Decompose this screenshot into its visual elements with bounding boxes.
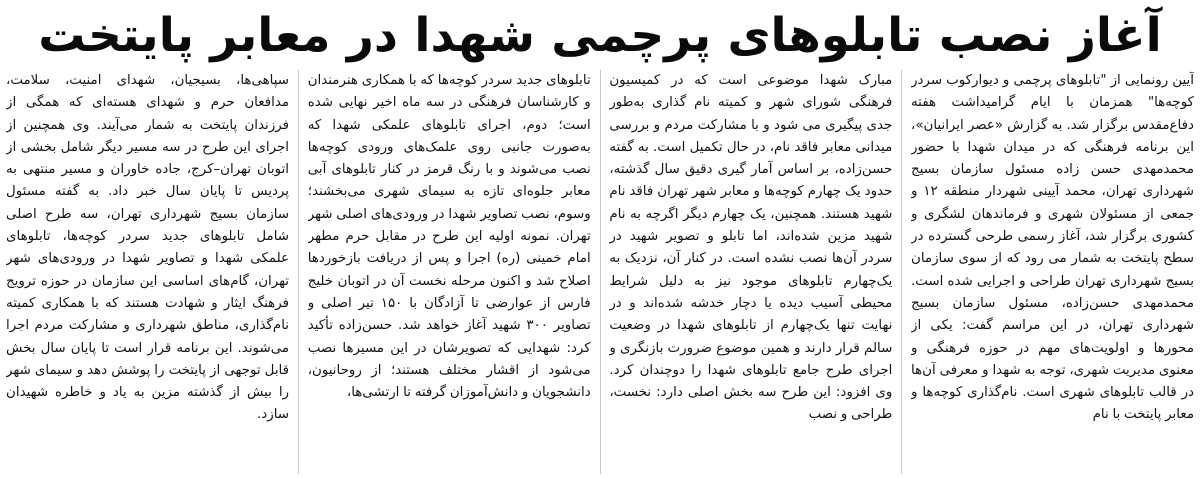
column-divider xyxy=(901,70,902,474)
column-divider xyxy=(298,70,299,474)
article-column-1: آیین رونمایی از "تابلوهای پرچمی و دیوارکوب سردر کوچه‌ها" همزمان با ایام گرامیداشت هفته دفاع‌مقدس برگزار شد. به گزارش «عصر ایرانیان»، این برنامه فرهنگی که در میدان شهدا با حضور محمدمهدی حسن زاده مسئول سازمان بسیج شهرداری تهران، محمد آیینی شهردار منطقه ۱۲ و جمعی از مسئولان شهری و فرماندهان لشگری و کشوری برگزار شد، آغاز رسمی طرحی گسترده در سطح پایتخت به شمار می رود که از سوی سازمان بسیج شهرداری تهران طراحی و اجرایی شده است. محمدمهدی حسن‌زاده، مسئول سازمان بسیج شهرداری تهران، در این مراسم گفت: یکی از محورها و اولویت‌های مهم در حوزه فرهنگی و معنوی مدیریت شهری، توجه به شهدا و معرفی آن‌ها در قالب تابلوهای شهری است. نام‌گذاری کوچه‌ها و معابر پایتخت با نام xyxy=(911,73,1194,423)
article-column-4: سپاهی‌ها، بسیجیان، شهدای امنیت، سلامت، مدافعان حرم و شهدای هسته‌ای که همگی از فرزندان پایتخت به شمار می‌آیند. وی همچنین از اجرای این طرح در سه مسیر دیگر شامل بخشی از اتوبان تهران–کرج، جاده خاوران و مسیر منتهی به پردیس تا پایان سال خبر داد. به گفته مسئول سازمان بسیج شهرداری تهران، سه طرح اصلی شامل تابلوهای جدید سردر کوچه‌ها، تابلوهای علمکی شهدا و تصاویر شهدا در ورودی‌های شهر تهران، گام‌های اساسی این سازمان در حوزه ترویج فرهنگ ایثار و شهادت هستند که با همکاری کمیته نام‌گذاری، مناطق شهرداری و مشارکت مردم اجرا می‌شوند. این برنامه قرار است تا پایان سال بخش قابل توجهی از پایتخت را پوشش دهد و سیمای شهر را بیش از گذشته مزین به یاد و خاطره شهیدان سازد. xyxy=(6,73,290,423)
article-column-3: تابلوهای جدید سردر کوچه‌ها که با همکاری هنرمندان و کارشناسان فرهنگی در سه ماه اخیر نهایی شده است؛ دوم، اجرای تابلوهای علمکی شهدا که به‌صورت جانبی روی علمک‌های ورودی کوچه‌ها نصب می‌شوند و با رنگ قرمز در کنار تابلوهای آبی معابر جلوه‌ای تازه به سیمای شهری می‌بخشند؛ وسوم، نصب تصاویر شهدا در ورودی‌های اصلی شهر تهران. نمونه اولیه این طرح در مقابل حرم مطهر امام خمینی (ره) اجرا و پس از دریافت بازخوردها اصلاح شد و اکنون مرحله نخست آن در اتوبان خلیج فارس از عوارضی تا آزادگان با ۱۵۰ تیر اصلی و تصاویر ۳۰۰ شهید آغاز خواهد شد. حسن‌زاده تأکید کرد: شهدایی که تصویرشان در این مسیرها نصب می‌شود از اقشار مختلف هستند؛ از روحانیون، دانشجویان و دانش‌آموزان گرفته تا ارتشی‌ها، xyxy=(307,73,591,401)
column-divider xyxy=(600,70,601,474)
article-column-2: مبارک شهدا موضوعی است که در کمیسیون فرهنگی شورای شهر و کمیته نام گذاری به‌طور جدی پیگیری می شود و با مشارکت مردم و بررسی میدانی معابر فاقد نام، در حال تکمیل است. به گفته حسن‌زاده، بر اساس آمار گیری دقیق سال گذشته، حدود یک چهارم کوچه‌ها و معابر شهر تهران فاقد نام شهید هستند. همچنین، یک چهارم دیگر اگرچه به نام شهید مزین شده‌اند، اما تابلو و تصویر شهید در سردر آن‌ها نصب نشده است. در کنار آن، نزدیک به یک‌چهارم تابلوهای موجود نیز به دلیل شرایط محیطی آسیب دیده یا دچار خدشه شده‌اند و در نهایت تنها یک‌چهارم از تابلوهای شهدا در وضعیت سالم قرار دارند و همین موضوع ضرورت بازنگری و اجرای طرح جامع تابلوهای شهدا را دوچندان کرد. وی افزود: این طرح سه بخش اصلی دارد: نخست، طراحی و نصب xyxy=(609,73,893,423)
article-headline: آغاز نصب تابلوهای پرچمی شهدا در معابر پایتخت xyxy=(38,8,1162,63)
article-body xyxy=(6,70,1194,474)
